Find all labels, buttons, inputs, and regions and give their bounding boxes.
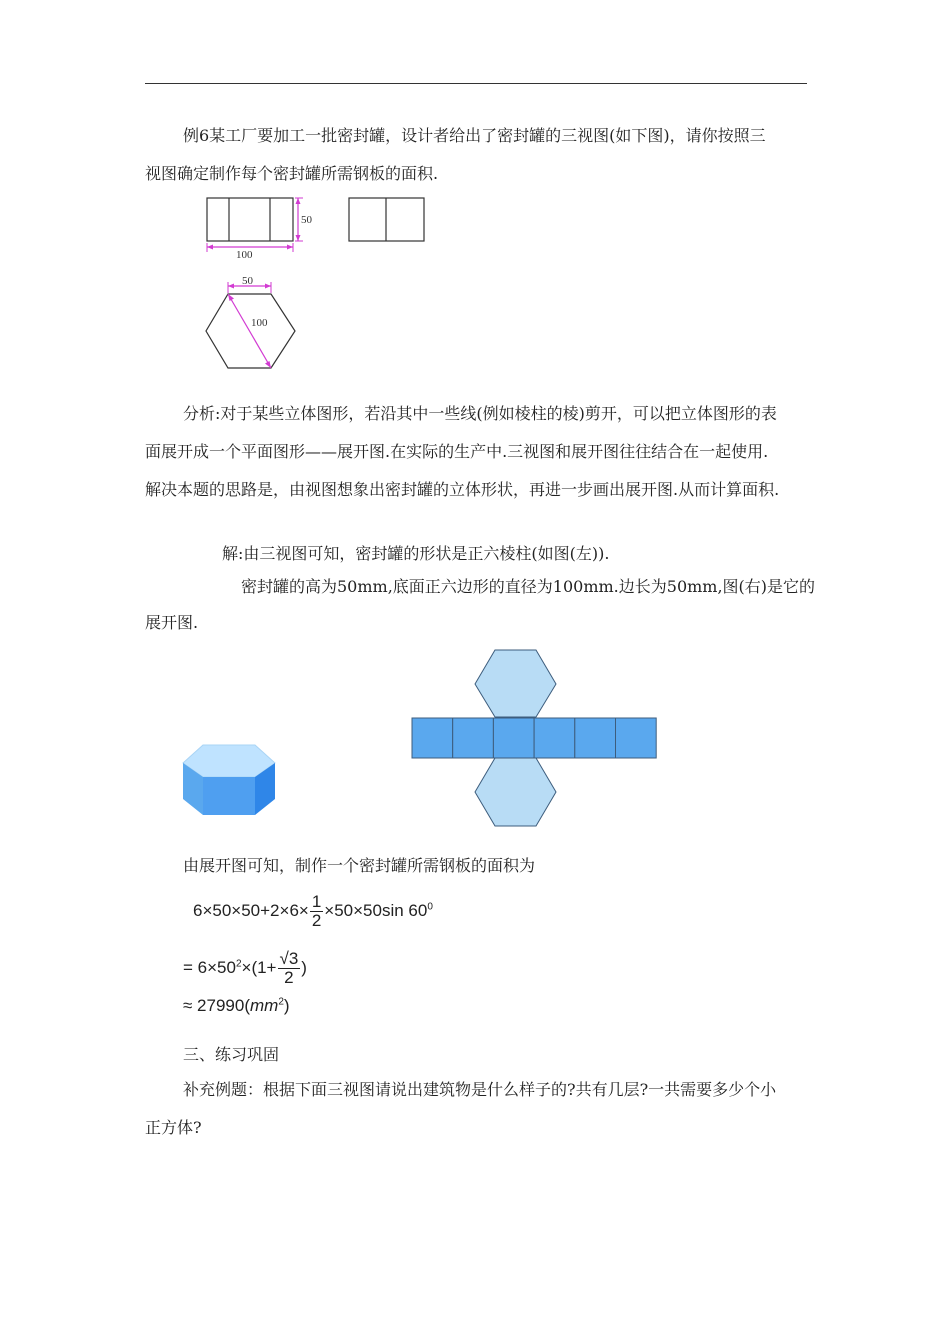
eq1-denominator: 2 [311, 911, 322, 930]
practice-heading: 三、练习巩固 [183, 1045, 280, 1064]
equation-line-2 [183, 950, 307, 987]
top-view [206, 275, 295, 368]
hexagonal-prism-figure [175, 735, 285, 820]
eq2-part-c: ) [301, 957, 307, 977]
eq2-fraction [278, 950, 301, 987]
diagonal-label: 100 [251, 317, 268, 329]
net-square [493, 718, 534, 758]
net-square [453, 718, 494, 758]
solution-line-3: 展开图. [145, 613, 199, 632]
eq2-denominator: 2 [284, 968, 294, 987]
hexagon-outline [206, 294, 295, 368]
example-line-1: 例6某工厂要加工一批密封罐，设计者给出了密封罐的三视图(如下图)，请你按照三 [183, 126, 766, 145]
side-label: 50 [242, 275, 253, 287]
net-top-hexagon [475, 650, 556, 717]
eq3-unit: mm [250, 996, 279, 1015]
net-square [616, 718, 657, 758]
eq2-superscript: 2 [235, 958, 242, 970]
eq1-superscript: 0 [427, 901, 433, 913]
solution-line-2: 密封罐的高为50mm,底面正六边形的直径为100mm.边长为50mm,图(右)是它的 [241, 577, 816, 596]
eq1-left: 6×50×50+2×6× [193, 900, 309, 920]
side-view [349, 198, 424, 241]
eq3-part-b: ) [283, 996, 290, 1015]
prism-front-face [203, 777, 255, 815]
eq1-numerator: 1 [311, 892, 322, 911]
equation-line-3 [183, 996, 290, 1016]
header-rule [145, 83, 807, 84]
eq1-right: ×50×50sin 60 [324, 900, 428, 920]
prism-net-figure [405, 640, 663, 835]
analysis-line-3: 解决本题的思路是，由视图想象出密封罐的立体形状，再进一步画出展开图.从而计算面积. [145, 480, 780, 499]
net-square [534, 718, 575, 758]
net-square [575, 718, 616, 758]
example-line-2: 视图确定制作每个密封罐所需钢板的面积. [145, 164, 439, 183]
eq2-part-a: = 6×50 [183, 957, 236, 977]
diagonal-dimension-line [228, 294, 271, 368]
net-bottom-hexagon [475, 758, 556, 826]
eq3-part-a: ≈ 27990( [183, 996, 250, 1015]
eq2-numerator: √3 [279, 949, 299, 968]
practice-line-1: 补充例题：根据下面三视图请说出建筑物是什么样子的?共有几层?一共需要多少个小 [183, 1080, 777, 1099]
practice-line-2: 正方体? [145, 1118, 202, 1137]
net-rectangles [412, 718, 656, 758]
equation-line-1 [193, 893, 433, 930]
three-view-drawing [195, 190, 440, 375]
eq1-fraction [310, 893, 323, 930]
result-intro: 由展开图可知，制作一个密封罐所需钢板的面积为 [183, 856, 536, 875]
height-label: 50 [301, 214, 312, 226]
solution-line-1: 解:由三视图可知，密封罐的形状是正六棱柱(如图(左)). [222, 544, 610, 563]
eq2-part-b: ×(1+ [241, 957, 277, 977]
front-view [207, 198, 313, 261]
eq3-superscript: 2 [278, 996, 284, 1008]
analysis-line-1: 分析:对于某些立体图形，若沿其中一些线(例如棱柱的棱)剪开，可以把立体图形的表 [183, 404, 777, 423]
width-label: 100 [236, 249, 253, 261]
prism-top-face [183, 745, 275, 777]
analysis-line-2: 面展开成一个平面图形——展开图.在实际的生产中.三视图和展开图往往结合在一起使用. [145, 442, 769, 461]
net-square [412, 718, 453, 758]
